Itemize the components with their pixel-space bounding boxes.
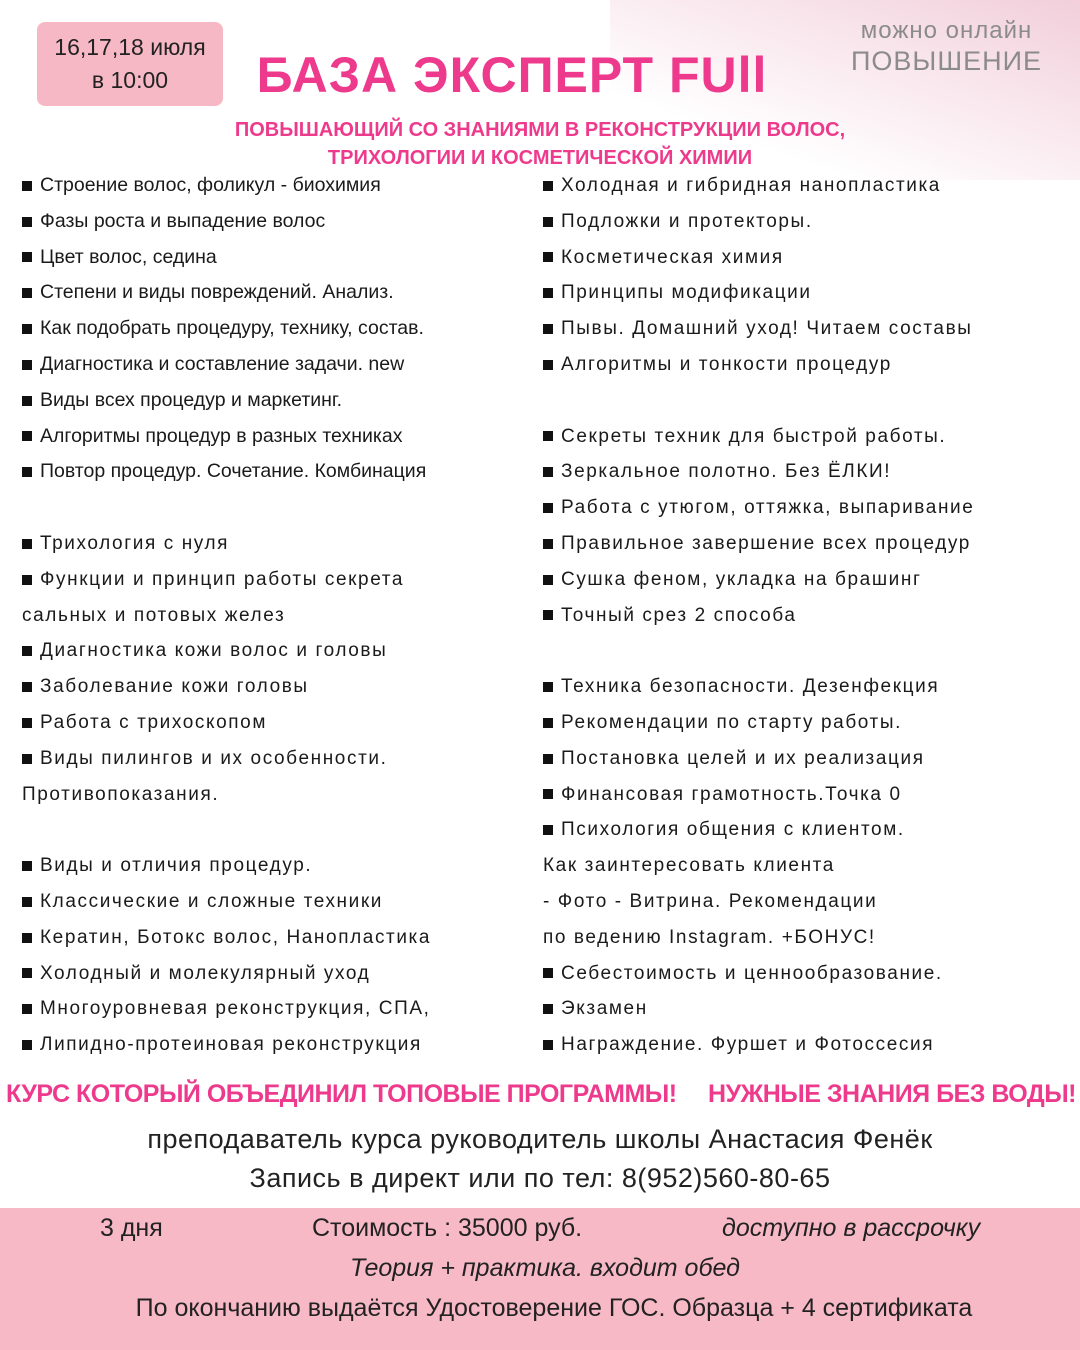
subtitle-line-2: ТРИХОЛОГИИ И КОСМЕТИЧЕСКОЙ ХИМИИ <box>327 147 753 169</box>
list-item <box>543 1027 1080 1063</box>
list-item-text: Экзамен <box>561 998 648 1020</box>
teacher-line: преподаватель курса руководитель школы Анастасия Фенёк <box>147 1124 933 1154</box>
list-item <box>22 383 527 419</box>
list-item <box>22 347 527 383</box>
square-bullet-icon <box>543 503 553 513</box>
list-item-text: Виды и отличия процедур. <box>40 855 313 877</box>
square-bullet-icon <box>543 1004 553 1014</box>
list-item-text: Фазы роста и выпадение волос <box>40 209 326 232</box>
list-item <box>543 204 1080 240</box>
list-item <box>543 526 1080 562</box>
list-item-text: Финансовая грамотность.Точка 0 <box>561 783 902 805</box>
square-bullet-icon <box>543 718 553 728</box>
list-item-text: Заболевание кожи головы <box>40 676 309 698</box>
page-subtitle <box>0 116 1080 172</box>
online-label: можно онлайн <box>860 17 1033 44</box>
list-item <box>543 240 1080 276</box>
square-bullet-icon <box>22 467 32 477</box>
list-spacer <box>22 812 527 848</box>
list-item-text: Степени и виды повреждений. Анализ. <box>40 281 394 304</box>
course-time: в 10:00 <box>91 67 169 93</box>
square-bullet-icon <box>22 575 32 585</box>
square-bullet-icon <box>22 360 32 370</box>
list-item <box>543 669 1080 705</box>
list-item-text: Сушка феном, укладка на брашинг <box>561 568 922 590</box>
list-item <box>543 419 1080 455</box>
square-bullet-icon <box>22 288 32 298</box>
square-bullet-icon <box>543 968 553 978</box>
list-item <box>22 633 527 669</box>
square-bullet-icon <box>22 754 32 764</box>
square-bullet-icon <box>22 181 32 191</box>
list-item <box>22 705 527 741</box>
list-item <box>22 204 527 240</box>
square-bullet-icon <box>543 682 553 692</box>
list-item <box>22 598 527 634</box>
installment-note: доступно в рассрочку <box>722 1214 981 1242</box>
square-bullet-icon <box>22 1040 32 1050</box>
list-item-text: Холодная и гибридная нанопластика <box>561 175 941 196</box>
square-bullet-icon <box>22 324 32 334</box>
list-item-text: Липидно-протеиновая реконструкция <box>40 1034 422 1056</box>
list-item <box>22 419 527 455</box>
list-item <box>543 454 1080 490</box>
list-item-text: Противопоказания. <box>22 783 220 805</box>
course-duration: 3 дня <box>100 1214 163 1242</box>
list-item <box>543 991 1080 1027</box>
list-item-text: Цвет волос, седина <box>40 245 217 268</box>
list-item-text: Работа с утюгом, оттяжка, выпаривание <box>561 497 975 519</box>
list-item <box>22 562 527 598</box>
square-bullet-icon <box>543 431 553 441</box>
list-item <box>543 741 1080 777</box>
list-item <box>543 705 1080 741</box>
square-bullet-icon <box>543 539 553 549</box>
square-bullet-icon <box>543 1040 553 1050</box>
square-bullet-icon <box>543 754 553 764</box>
square-bullet-icon <box>543 360 553 370</box>
square-bullet-icon <box>22 431 32 441</box>
list-item <box>543 311 1080 347</box>
list-item-text: Как подобрать процедуру, технику, состав. <box>40 317 424 340</box>
list-item-text: Диагностика и составление задачи. new <box>40 352 405 375</box>
theory-practice-note: Теория + практика. входит обед <box>350 1254 740 1282</box>
square-bullet-icon <box>22 646 32 656</box>
list-item <box>543 562 1080 598</box>
list-item-text: Диагностика кожи волос и головы <box>40 640 388 662</box>
list-spacer <box>543 633 1080 669</box>
list-item-text: Постановка целей и их реализация <box>561 747 925 769</box>
square-bullet-icon <box>543 825 553 835</box>
list-item <box>543 884 1080 920</box>
slogan-left: КУРС КОТОРЫЙ ОБЪЕДИНИЛ ТОПОВЫЕ ПРОГРАММЫ! <box>6 1080 677 1108</box>
square-bullet-icon <box>543 575 553 585</box>
list-item <box>543 956 1080 992</box>
list-item <box>543 168 1080 204</box>
list-item-text: Правильное завершение всех процедур <box>561 532 971 554</box>
list-item-text: Трихология с нуля <box>40 532 230 554</box>
list-item <box>22 884 527 920</box>
square-bullet-icon <box>22 1004 32 1014</box>
square-bullet-icon <box>543 789 553 799</box>
list-item-text: Многоуровневая реконструкция, СПА, <box>40 998 431 1020</box>
list-item-text: - Фото - Витрина. Рекомендации <box>543 890 878 912</box>
list-spacer <box>22 490 527 526</box>
list-item <box>543 347 1080 383</box>
list-item-text: Работа с трихоскопом <box>40 711 268 733</box>
square-bullet-icon <box>22 682 32 692</box>
list-item <box>22 275 527 311</box>
list-item-text: сальных и потовых желез <box>22 604 286 626</box>
list-item-text: Холодный и молекулярный уход <box>40 962 371 984</box>
square-bullet-icon <box>543 181 553 191</box>
list-item-text: Строение волос, фоликул - биохимия <box>40 174 381 196</box>
square-bullet-icon <box>22 396 32 406</box>
square-bullet-icon <box>543 324 553 334</box>
list-item-text: Рекомендации по старту работы. <box>561 711 902 733</box>
square-bullet-icon <box>543 252 553 262</box>
square-bullet-icon <box>543 610 553 620</box>
list-spacer <box>543 383 1080 419</box>
list-item-text: Техника безопасности. Дезенфекция <box>561 676 940 698</box>
square-bullet-icon <box>543 217 553 227</box>
square-bullet-icon <box>22 933 32 943</box>
certificate-note: По окончанию выдаётся Удостоверение ГОС. Образца + 4 сертификата <box>135 1294 973 1322</box>
list-item <box>22 526 527 562</box>
square-bullet-icon <box>22 252 32 262</box>
list-item-text: Зеркальное полотно. Без ЁЛКИ! <box>561 461 892 483</box>
course-price: Стоимость : 35000 руб. <box>312 1214 583 1242</box>
list-item-text: Подложки и протекторы. <box>561 210 813 232</box>
square-bullet-icon <box>22 897 32 907</box>
list-item <box>22 956 527 992</box>
list-item-text: Косметическая химия <box>561 246 784 268</box>
list-item <box>22 454 527 490</box>
list-item <box>543 920 1080 956</box>
list-item-text: Награждение. Фуршет и Фотоссесия <box>561 1034 935 1056</box>
list-item <box>22 777 527 813</box>
list-item-text: Алгоритмы процедур в разных техниках <box>40 424 403 447</box>
list-item-text: Виды пилингов и их особенности. <box>40 747 388 769</box>
list-item <box>22 991 527 1027</box>
square-bullet-icon <box>22 217 32 227</box>
list-item-text: Себестоимость и ценнообразование. <box>561 962 943 984</box>
square-bullet-icon <box>543 467 553 477</box>
square-bullet-icon <box>22 968 32 978</box>
course-dates: 16,17,18 июля <box>54 34 206 60</box>
list-item-text: Секреты техник для быстрой работы. <box>561 425 947 447</box>
list-item <box>22 311 527 347</box>
list-item <box>22 669 527 705</box>
list-item-text: Психология общения с клиентом. <box>561 819 905 841</box>
list-item-text: Виды всех процедур и маркетинг. <box>40 388 343 411</box>
list-item <box>543 598 1080 634</box>
list-item <box>22 741 527 777</box>
list-item <box>543 848 1080 884</box>
square-bullet-icon <box>22 718 32 728</box>
list-item-text: Точный срез 2 способа <box>561 604 797 626</box>
slogan <box>0 1080 1080 1109</box>
list-item-text: Как заинтересовать клиента <box>543 855 835 877</box>
contact-line: Запись в директ или по тел: 8(952)560-80-65 <box>249 1163 831 1193</box>
subtitle-line-1: ПОВЫШАЮЩИЙ СО ЗНАНИЯМИ В РЕКОНСТРУКЦИИ ВОЛОС, <box>234 119 846 141</box>
right-program-list <box>543 168 1080 1063</box>
upgrade-label: ПОВЫШЕНИЕ <box>851 46 1042 76</box>
list-item-text: Кератин, Ботокс волос, Нанопластика <box>40 926 432 948</box>
list-item-text: Функции и принцип работы секрета <box>40 568 404 590</box>
list-item <box>543 275 1080 311</box>
list-item-text: Принципы модификации <box>561 282 812 304</box>
list-item-text: Пывы. Домашний уход! Читаем составы <box>561 318 973 340</box>
left-program-list <box>22 168 527 1063</box>
list-item-text: Алгоритмы и тонкости процедур <box>561 353 892 375</box>
list-item-text: Повтор процедур. Сочетание. Комбинация <box>40 460 427 483</box>
square-bullet-icon <box>22 861 32 871</box>
page-title: БАЗА ЭКСПЕРТ FUll <box>256 47 768 103</box>
list-item <box>543 777 1080 813</box>
slogan-right: НУЖНЫЕ ЗНАНИЯ БЕЗ ВОДЫ! <box>708 1080 1076 1108</box>
list-item <box>22 168 527 204</box>
square-bullet-icon <box>543 288 553 298</box>
list-item <box>22 240 527 276</box>
list-item <box>543 490 1080 526</box>
list-item-text: Классические и сложные техники <box>40 890 383 912</box>
list-item <box>22 848 527 884</box>
square-bullet-icon <box>22 539 32 549</box>
list-item <box>543 812 1080 848</box>
list-item <box>22 920 527 956</box>
list-item-text: по ведению Instagram. +БОНУС! <box>543 926 876 948</box>
list-item <box>22 1027 527 1063</box>
